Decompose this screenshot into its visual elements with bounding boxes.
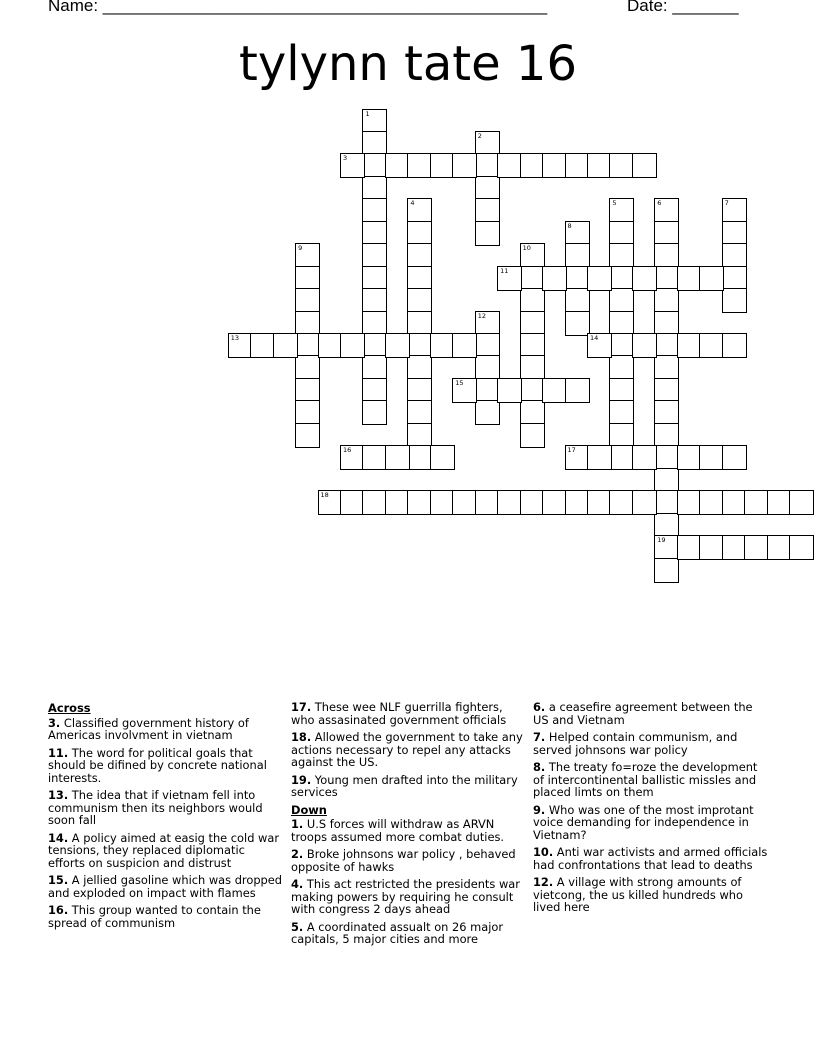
clue-text: a ceasefire agreement between the US and Vietnam — [533, 700, 753, 727]
grid-cell[interactable] — [587, 266, 612, 291]
clue — [48, 904, 284, 929]
grid-cell[interactable] — [452, 333, 477, 358]
grid-cell[interactable] — [475, 221, 500, 246]
grid-cell[interactable] — [565, 490, 590, 515]
grid-cell[interactable] — [587, 153, 612, 178]
clue-number: 11 — [500, 266, 509, 275]
clue — [48, 832, 284, 870]
across-clue-list — [48, 717, 284, 930]
clue-number: 3 — [343, 154, 348, 163]
grid-cell[interactable] — [520, 490, 545, 515]
clue-number: 7 — [724, 199, 729, 208]
grid-cell[interactable] — [407, 333, 432, 358]
clue-text: Broke johnsons war policy , behaved opposite of hawks — [291, 847, 516, 874]
grid-cell[interactable] — [654, 535, 679, 560]
grid-cell[interactable] — [385, 153, 410, 178]
grid-cell[interactable] — [609, 198, 634, 223]
grid-cell[interactable] — [362, 400, 387, 425]
grid-cell[interactable] — [452, 153, 477, 178]
clue-number: 5 — [612, 199, 617, 208]
clue-number-label: 15. — [48, 873, 69, 887]
grid-cell[interactable] — [520, 400, 545, 425]
grid-cell[interactable] — [295, 400, 320, 425]
grid-cell[interactable] — [407, 153, 432, 178]
grid-cell[interactable] — [362, 176, 387, 201]
clue — [533, 731, 769, 756]
clue-number-label: 18. — [291, 730, 312, 744]
grid-cell[interactable] — [497, 490, 522, 515]
grid-cell[interactable] — [385, 445, 410, 470]
down-heading: Down — [291, 802, 327, 817]
down-clue-list-continued — [533, 701, 769, 914]
grid-cell[interactable] — [609, 288, 634, 313]
clue-number: 16 — [343, 446, 352, 455]
clue-text: These wee NLF guerrilla fighters, who assasinated government officials — [291, 700, 507, 727]
grid-cell[interactable] — [407, 378, 432, 403]
grid-cell[interactable] — [609, 423, 634, 448]
clue-number-label: 12. — [533, 875, 554, 889]
clue-text: Classified government history of Americas involvment in vietnam — [48, 715, 249, 742]
clue-number-label: 17. — [291, 700, 312, 714]
grid-cell[interactable] — [318, 333, 343, 358]
grid-cell[interactable] — [699, 266, 724, 291]
grid-cell[interactable] — [609, 153, 634, 178]
grid-cell[interactable] — [362, 355, 387, 380]
clue-number: 13 — [230, 334, 240, 342]
clues-column-1 — [48, 701, 284, 934]
clue-text: Anti war activists and armed officials had confrontations that lead to deaths — [533, 845, 768, 872]
grid-cell[interactable] — [430, 445, 455, 470]
clue-text: Young men drafted into the military services — [291, 772, 518, 799]
grid-cell[interactable] — [699, 333, 724, 358]
grid-cell[interactable] — [722, 333, 747, 358]
date-line[interactable]: Date: _______ — [627, 0, 739, 15]
clue-text: A policy aimed at easig the cold war tensions, they replaced diplomatic efforts on suspicion and distrust — [48, 830, 280, 870]
grid-cell[interactable] — [609, 400, 634, 425]
clue-text: The idea that if vietnam fell into communism then its neighbors would soon fall — [48, 788, 263, 827]
grid-cell[interactable] — [520, 243, 545, 268]
clue — [291, 731, 527, 769]
grid-cell[interactable] — [744, 490, 769, 515]
grid-cell[interactable] — [520, 333, 545, 358]
grid-cell[interactable] — [654, 400, 679, 425]
clue-text: The treaty fo=roze the development of intercontinental ballistic missles and placed limts on them — [533, 760, 758, 799]
clue-number: 18 — [320, 491, 329, 500]
grid-cell[interactable] — [407, 266, 432, 291]
grid-cell[interactable] — [362, 109, 387, 134]
clue-number-label: 14. — [48, 830, 69, 845]
grid-cell[interactable] — [295, 423, 320, 448]
grid-cell[interactable] — [609, 266, 634, 291]
clue-number: 8 — [567, 221, 572, 230]
clue-number: 15 — [455, 378, 464, 387]
grid-cell[interactable] — [295, 288, 320, 313]
clue-number: 9 — [298, 244, 303, 253]
grid-cell[interactable] — [475, 378, 500, 403]
grid-cell[interactable] — [654, 378, 679, 403]
clue-number-label: 1. — [291, 817, 304, 831]
grid-cell[interactable] — [542, 378, 567, 403]
grid-cell[interactable] — [407, 400, 432, 425]
grid-cell[interactable] — [475, 131, 500, 156]
clue — [291, 848, 527, 873]
grid-cell[interactable] — [385, 490, 410, 515]
grid-cell[interactable] — [609, 378, 634, 403]
clue-number-label: 5. — [291, 919, 304, 934]
clue-number-label: 2. — [291, 847, 304, 861]
grid-cell[interactable] — [632, 153, 657, 178]
clue-text: This group wanted to contain the spread of communism — [48, 903, 261, 930]
grid-cell[interactable] — [520, 311, 545, 336]
grid-cell[interactable] — [362, 266, 387, 291]
grid-cell[interactable] — [632, 490, 657, 515]
grid-cell[interactable] — [362, 288, 387, 313]
grid-cell[interactable] — [654, 198, 679, 223]
grid-cell[interactable] — [609, 333, 634, 358]
clue-text: A coordinated assualt on 26 major capitals, 5 major cities and more — [291, 919, 504, 946]
grid-cell[interactable] — [475, 333, 500, 358]
grid-cell[interactable] — [565, 288, 590, 313]
grid-cell[interactable] — [609, 243, 634, 268]
grid-cell[interactable] — [789, 535, 814, 560]
grid-cell[interactable] — [654, 311, 679, 336]
grid-cell[interactable] — [677, 490, 702, 515]
grid-cell[interactable] — [699, 490, 724, 515]
grid-cell[interactable] — [475, 490, 500, 515]
clue-text: Helped contain communism, and served johnsons war policy — [533, 730, 738, 757]
grid-cell[interactable] — [497, 153, 522, 178]
grid-cell[interactable] — [362, 243, 387, 268]
grid-cell[interactable] — [565, 378, 590, 403]
grid-cell[interactable] — [475, 176, 500, 201]
grid-cell[interactable] — [609, 445, 634, 470]
grid-cell[interactable] — [654, 558, 679, 583]
grid-cell[interactable] — [475, 355, 500, 380]
grid-cell[interactable] — [677, 266, 702, 291]
clue-number-label: 11. — [48, 745, 69, 760]
grid-cell[interactable] — [722, 221, 747, 246]
grid-cell[interactable] — [722, 266, 747, 291]
grid-cell[interactable] — [362, 221, 387, 246]
grid-cell[interactable] — [340, 333, 365, 358]
grid-cell[interactable] — [362, 311, 387, 336]
grid-cell[interactable] — [677, 333, 702, 358]
grid-cell[interactable] — [632, 333, 657, 358]
clue-number: 12 — [477, 311, 486, 320]
grid-cell[interactable] — [273, 333, 298, 358]
clue-number: 2 — [477, 131, 482, 140]
grid-cell[interactable] — [520, 423, 545, 448]
grid-cell[interactable] — [362, 378, 387, 403]
grid-cell[interactable] — [452, 490, 477, 515]
grid-cell[interactable] — [407, 423, 432, 448]
clue-number-label: 4. — [291, 877, 304, 891]
grid-cell[interactable] — [654, 288, 679, 313]
grid-cell[interactable] — [407, 221, 432, 246]
clue — [533, 846, 769, 871]
grid-cell[interactable] — [362, 490, 387, 515]
grid-cell[interactable] — [362, 198, 387, 223]
grid-cell[interactable] — [430, 490, 455, 515]
grid-cell[interactable] — [609, 311, 634, 336]
grid-cell[interactable] — [654, 423, 679, 448]
grid-cell[interactable] — [565, 311, 590, 336]
clue — [291, 878, 527, 916]
clue — [291, 701, 527, 726]
clue-text: The word for political goals that should be difined by concrete national interests. — [48, 745, 267, 785]
grid-cell[interactable] — [654, 355, 679, 380]
grid-cell[interactable] — [654, 468, 679, 493]
across-heading: Across — [48, 701, 91, 715]
clue — [291, 921, 527, 946]
grid-cell[interactable] — [767, 490, 792, 515]
grid-cell[interactable] — [767, 535, 792, 560]
clue-text: A village with strong amounts of vietcong, the us killed hundreds who lived here — [533, 875, 743, 914]
grid-cell[interactable] — [520, 355, 545, 380]
grid-cell[interactable] — [295, 266, 320, 291]
grid-cell[interactable] — [542, 490, 567, 515]
clue — [291, 818, 527, 843]
grid-cell[interactable] — [542, 153, 567, 178]
clue-number-label: 6. — [533, 700, 546, 714]
grid-cell[interactable] — [542, 266, 567, 291]
grid-cell[interactable] — [565, 221, 590, 246]
grid-cell[interactable] — [654, 221, 679, 246]
grid-cell[interactable] — [407, 198, 432, 223]
clue-text: This act restricted the presidents war making powers by requiring he consult with congress 2 days ahead — [291, 877, 520, 916]
grid-cell[interactable] — [250, 333, 275, 358]
grid-cell[interactable] — [565, 153, 590, 178]
grid-cell[interactable] — [407, 288, 432, 313]
grid-cell[interactable] — [722, 288, 747, 313]
clue — [48, 747, 284, 785]
clue-number-label: 16. — [48, 903, 69, 917]
grid-cell[interactable] — [609, 490, 634, 515]
grid-cell[interactable] — [475, 400, 500, 425]
clues-column-2 — [291, 701, 527, 951]
grid-cell[interactable] — [632, 266, 657, 291]
grid-cell[interactable] — [340, 153, 365, 178]
clue-text: A jellied gasoline which was dropped and exploded on impact with flames — [48, 873, 283, 900]
grid-cell[interactable] — [654, 490, 679, 515]
grid-cell[interactable] — [654, 333, 679, 358]
grid-cell[interactable] — [699, 445, 724, 470]
grid-cell[interactable] — [632, 445, 657, 470]
grid-cell[interactable] — [520, 153, 545, 178]
clues-column-3 — [533, 701, 769, 919]
grid-cell[interactable] — [430, 333, 455, 358]
clue — [291, 774, 527, 799]
clue-number-label: 19. — [291, 772, 312, 787]
grid-cell[interactable] — [609, 221, 634, 246]
clue-number-label: 8. — [533, 760, 546, 774]
grid-cell[interactable] — [407, 355, 432, 380]
grid-cell[interactable] — [318, 490, 343, 515]
clue — [533, 761, 769, 799]
grid-cell[interactable] — [789, 490, 814, 515]
clue-number: 10 — [522, 244, 531, 253]
grid-cell[interactable] — [654, 445, 679, 470]
clue — [533, 804, 769, 842]
name-line[interactable]: Name: _______________________________________________ — [48, 0, 548, 15]
page-title: tylynn tate 16 — [239, 36, 577, 92]
grid-cell[interactable] — [362, 445, 387, 470]
grid-cell[interactable] — [699, 535, 724, 560]
across-clue-list-continued — [291, 701, 527, 799]
grid-cell[interactable] — [340, 445, 365, 470]
grid-cell[interactable] — [295, 333, 320, 358]
grid-cell[interactable] — [722, 445, 747, 470]
clue-number: 17 — [567, 446, 576, 455]
grid-cell[interactable] — [475, 198, 500, 223]
grid-cell[interactable] — [497, 378, 522, 403]
clue-number: 6 — [657, 199, 662, 208]
grid-cell[interactable] — [722, 490, 747, 515]
grid-cell[interactable] — [654, 266, 679, 291]
clue-number-label: 9. — [533, 802, 546, 817]
grid-cell[interactable] — [362, 131, 387, 156]
grid-cell[interactable] — [475, 153, 500, 178]
grid-cell[interactable] — [407, 243, 432, 268]
grid-cell[interactable] — [587, 490, 612, 515]
grid-cell[interactable] — [228, 333, 253, 358]
grid-cell[interactable] — [565, 445, 590, 470]
grid-cell[interactable] — [475, 311, 500, 336]
clue-number: 14 — [589, 334, 599, 342]
clue-number: 1 — [365, 109, 370, 118]
grid-cell[interactable] — [430, 153, 455, 178]
grid-cell[interactable] — [565, 266, 590, 291]
clue-number: 4 — [410, 199, 415, 208]
grid-cell[interactable] — [295, 355, 320, 380]
clue-text: Who was one of the most improtant voice demanding for independence in Vietnam? — [533, 802, 754, 842]
clue — [533, 876, 769, 914]
grid-cell[interactable] — [407, 445, 432, 470]
grid-cell[interactable] — [654, 513, 679, 538]
grid-cell[interactable] — [520, 378, 545, 403]
grid-cell[interactable] — [362, 153, 387, 178]
clue-number-label: 13. — [48, 788, 69, 802]
grid-cell[interactable] — [385, 333, 410, 358]
grid-cell[interactable] — [295, 378, 320, 403]
grid-cell[interactable] — [722, 198, 747, 223]
grid-cell[interactable] — [609, 355, 634, 380]
grid-cell[interactable] — [587, 445, 612, 470]
clue-number: 19 — [657, 536, 666, 545]
grid-cell[interactable] — [362, 333, 387, 358]
down-clue-list — [291, 818, 527, 946]
grid-cell[interactable] — [295, 311, 320, 336]
grid-cell[interactable] — [295, 243, 320, 268]
grid-cell[interactable] — [340, 490, 365, 515]
grid-cell[interactable] — [407, 490, 432, 515]
grid-cell[interactable] — [677, 535, 702, 560]
clue-number-label: 7. — [533, 730, 546, 744]
grid-cell[interactable] — [497, 266, 522, 291]
clue — [48, 789, 284, 827]
grid-cell[interactable] — [722, 243, 747, 268]
grid-cell[interactable] — [520, 288, 545, 313]
clue-text: U.S forces will withdraw as ARVN troops assumed more combat duties. — [291, 817, 505, 844]
grid-cell[interactable] — [587, 333, 612, 358]
clue — [48, 874, 284, 899]
clue-number-label: 3. — [48, 715, 61, 730]
grid-cell[interactable] — [722, 535, 747, 560]
grid-cell[interactable] — [654, 243, 679, 268]
clue-number-label: 10. — [533, 845, 554, 859]
clue — [48, 717, 284, 742]
grid-cell[interactable] — [565, 243, 590, 268]
clue-text: Allowed the government to take any actions necessary to repel any attacks against the US. — [291, 730, 523, 769]
grid-cell[interactable] — [452, 378, 477, 403]
grid-cell[interactable] — [407, 311, 432, 336]
grid-cell[interactable] — [520, 266, 545, 291]
clue — [533, 701, 769, 726]
grid-cell[interactable] — [677, 445, 702, 470]
grid-cell[interactable] — [744, 535, 769, 560]
